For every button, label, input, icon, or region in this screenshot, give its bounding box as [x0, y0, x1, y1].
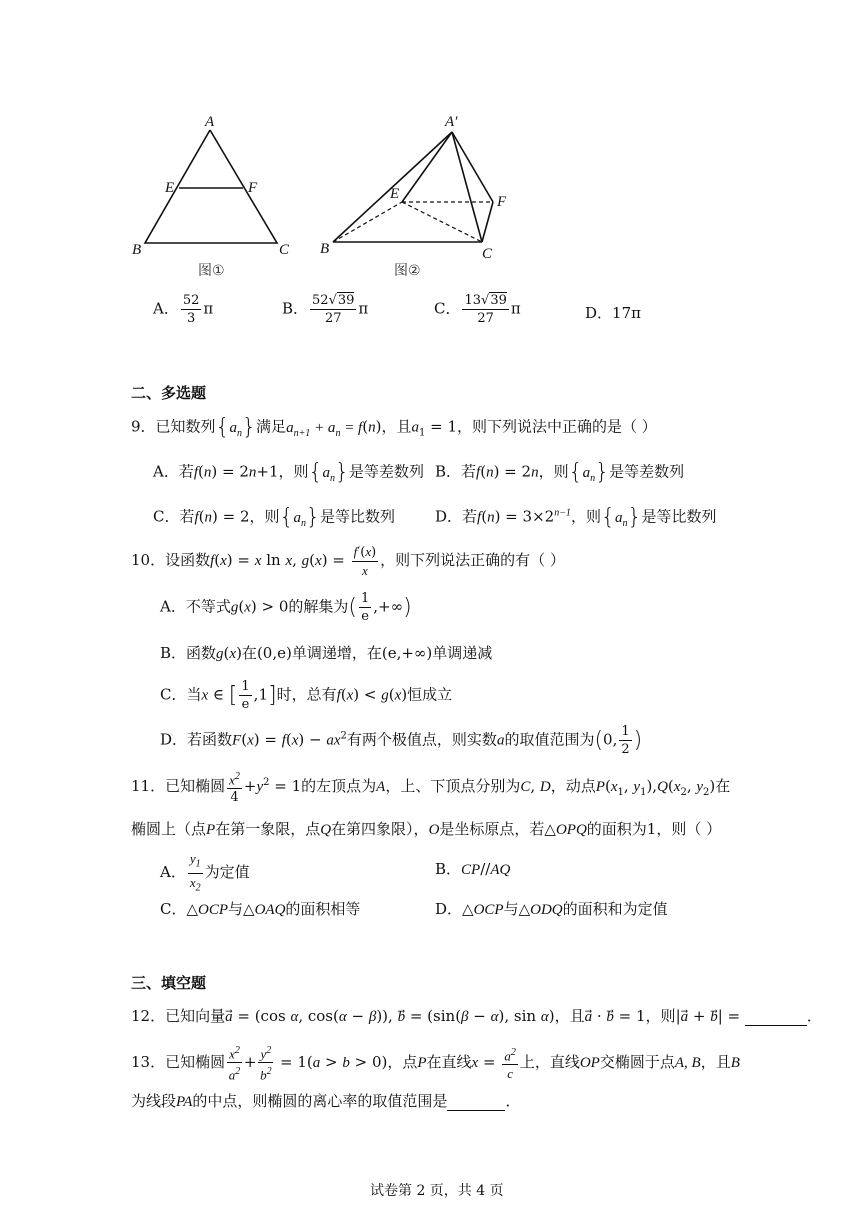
- fig1-label-f: F: [248, 180, 258, 196]
- fig2-label-a: A′: [445, 114, 458, 130]
- q11-option-d: D．△OCP与△ODQ的面积和为定值: [435, 900, 668, 918]
- q11-stem-line2: 椭圆上（点P在第一象限，点Q在第四象限），O是坐标原点，若△OPQ的面积为1，则（ ）: [131, 820, 722, 838]
- fig2-caption: 图②: [394, 263, 421, 279]
- fig1-label-b: B: [132, 242, 142, 258]
- q12-stem: 12．已知向量a⃗ = (cos α, cos(α − β)), b⃗ = (sin(β − α), sin α)，且a⃗ · b⃗ = 1，则|a⃗ + b⃗| = ．: [131, 1007, 822, 1025]
- q8-option-b: B． $\frac{52√39}{27}$ π: [282, 293, 369, 326]
- q10-option-c: C．当x ∈ [ $\frac{1}{e}$ ,1]时，总有f(x) < g(x)恒成立: [160, 679, 453, 712]
- fig1-label-c: C: [279, 242, 290, 258]
- q13-stem: 13．已知椭圆 $\frac{x^2}{a^2}$ + $\frac{y^2}{b^2}$ = 1(a > b > 0)，点P在直线x = $\frac{a^2}{c}$ 上，直线OP交椭圆于点A, B，且B: [131, 1042, 740, 1084]
- q12-answer-blank[interactable]: [745, 1011, 807, 1026]
- q8-option-d: D．17π: [585, 304, 641, 322]
- q10-option-a: A．不等式g(x) > 0的解集为( $\frac{1}{e}$ ,+∞): [160, 591, 412, 624]
- fig2-label-c: C: [482, 246, 493, 262]
- q10-stem: 10．设函数f(x) = x ln x, g(x) = $\frac{f'(x)}{x}$ ，则下列说法正确的有（ ）: [131, 544, 565, 578]
- section-heading-fill-blank: 三、填空题: [131, 974, 207, 992]
- fig1-label-e: E: [165, 180, 175, 196]
- geometry-figures: [120, 110, 520, 285]
- section-heading-multi-choice: 二、多选题: [131, 384, 207, 402]
- q9-option-c: C．若f(n) = 2，则$\{a_n\}$是等比数列: [153, 505, 396, 530]
- fig1-label-a: A: [205, 114, 215, 130]
- q11-option-c: C．△OCP与△OAQ的面积相等: [160, 900, 361, 918]
- q13-answer-blank[interactable]: [447, 1096, 505, 1111]
- q8-option-a: A． $\frac{52}{3}$ π: [153, 293, 214, 326]
- q9-option-a: A．若f(n) = 2n+1，则$\{a_n\}$是等差数列: [153, 460, 425, 485]
- q10-option-b: B．函数g(x)在(0,e)单调递增，在(e,+∞)单调递减: [160, 644, 493, 662]
- fig2-label-e: E: [390, 186, 400, 202]
- fig1-caption: 图①: [198, 263, 225, 279]
- fig2-label-b: B: [320, 241, 330, 257]
- q11-option-a: A． $\frac{y_1}{x_2}$ 为定值: [160, 851, 250, 894]
- q9-option-d: D．若$f(n) = 3\times 2^{n-1}$，则$\{a_n\}$是等比数列: [435, 505, 717, 530]
- q11-option-b: B．CP//AQ: [435, 860, 511, 878]
- q11-stem: 11．已知椭圆 $\frac{x^2}{4}$ $+y^2 = 1$的左顶点为A，上、下顶点分别为C, D，动点$P(x_1$, $y_1),Q(x_2$, $y_2$)在: [131, 768, 730, 806]
- q10-option-d: D．若函数$F(x) = f(x) - ax^2$有两个极值点，则实数a的取值范围为(0, $\frac{1}{2}$ ): [160, 724, 643, 757]
- fig2-label-f: F: [497, 194, 507, 210]
- q9-option-b: B．若f(n) = 2n，则$\{a_n\}$是等差数列: [435, 460, 685, 485]
- page-footer: 试卷第 2 页，共 4 页: [370, 1183, 504, 1199]
- q9-stem: 9．已知数列$\{a_n\}$满足$a_{n+1} + a_n = f(n)$，且$a_1 = 1$，则下列说法中正确的是（ ）: [131, 415, 657, 440]
- q13-stem-line2: 为线段PA的中点，则椭圆的离心率的取值范围是 ．: [131, 1092, 521, 1110]
- q8-option-c: C． $\frac{13√39}{27}$ π: [434, 293, 521, 326]
